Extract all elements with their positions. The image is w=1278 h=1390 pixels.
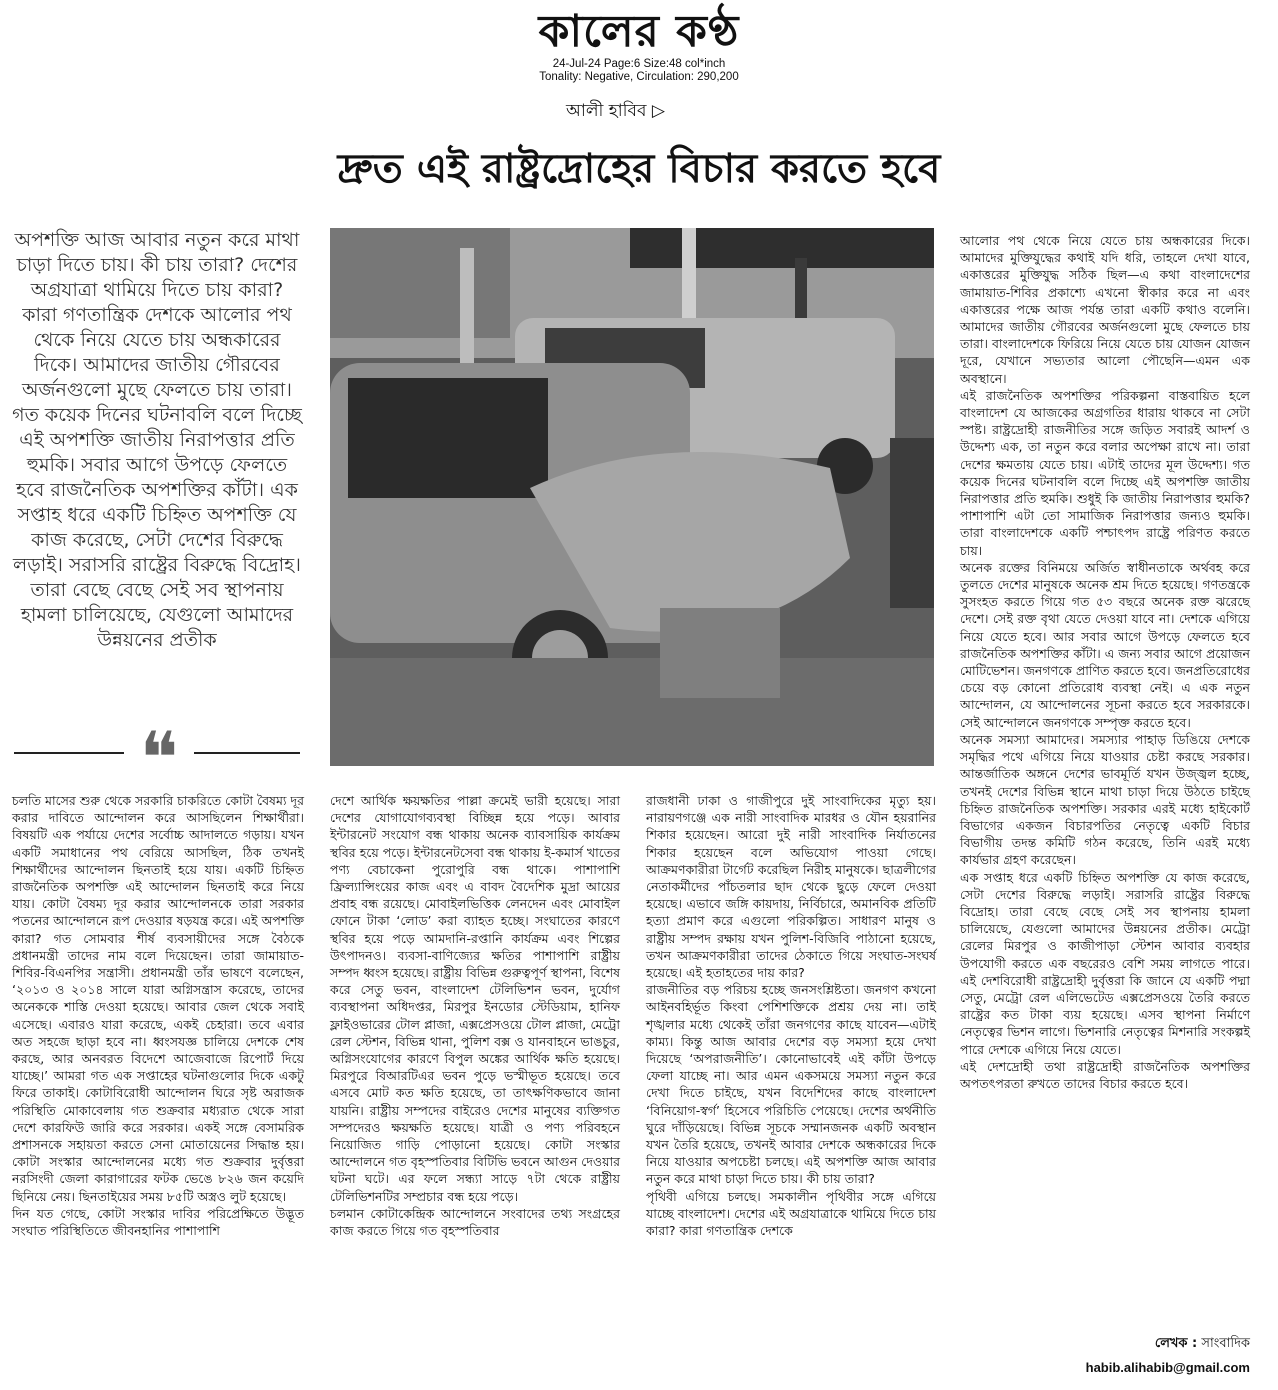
- burned-car-photo: [330, 228, 934, 766]
- paragraph: রাজধানী ঢাকা ও গাজীপুরে দুই সাংবাদিকের মৃত্যু হয়। নারায়ণগঞ্জে এক নারী সাংবাদিক মারধর ও যৌন হয়রানির শিকার হয়েছেন। আরো দুই নারী সাংবাদিক নির্যাতনের শিকার হয়েছেন বলে অভিযোগ পাওয়া গেছে। আক্রমণকারীরা টার্গেট করেছিল নিরীহ মানুষকে। ছাত্রলীগের নেতাকর্মীদের পাঁচতলার ছাদ থেকে ছুড়ে ফেলে দেওয়া হয়েছে। এভাবে জঙ্গি কায়দায়, নির্বিচারে, অমানবিক প্রতিটি হত্যা প্রমাণ করে এগুলো পরিকল্পিত। সাধারণ মানুষ ও রাষ্ট্রীয় সম্পদ রক্ষায় যখন পুলিশ-বিজিবি পাঠানো হয়েছে, তখন আক্রমণকারীরা তাদের ঠেকাতে গিয়ে সংঘাত-সংঘর্ষ হয়েছে। এই হতাহতের দায় কার?: [646, 793, 936, 981]
- article-column-2: [330, 792, 620, 1239]
- paragraph: দিন যত গেছে, কোটা সংস্কার দাবির পরিপ্রেক্ষিতে উদ্ভূত সংঘাত পরিস্থিতিতে জীবনহানির পাশাপাশি: [12, 1205, 304, 1239]
- paragraph: এই রাজনৈতিক অপশক্তির পরিকল্পনা বাস্তবায়িত হলে বাংলাদেশ যে আজকের অগ্রগতির ধারায় থাকবে না সেটা স্পষ্ট। রাষ্ট্রদ্রোহী রাজনীতির সঙ্গে জড়িত সবারই আদর্শ ও উদ্দেশ্য এক, তা নতুন করে বলার অপেক্ষা রাখে না। তারা দেশের ক্ষমতায় যেতে চায়। এটাই তাদের মূল উদ্দেশ্য। গত কয়েক দিনের ঘটনাবলি বলে দিচ্ছে এই অপশক্তি জাতীয় নিরাপত্তার প্রতি হুমকি। শুধুই কি জাতীয় নিরাপত্তার হুমকি? পাশাপাশি এটা তো সামাজিক নিরাপত্তার জন্যও হুমকি। তারা বাংলাদেশকে একটি পশ্চাৎপদ রাষ্ট্রে পরিণত করতে চায়।: [960, 387, 1250, 558]
- paragraph: অনেক সমস্যা আমাদের। সমস্যার পাহাড় ডিঙিয়ে দেশকে সমৃদ্ধির পথে এগিয়ে নিয়ে যাওয়ার চেষ্টা করছে সরকার। আন্তর্জাতিক অঙ্গনে দেশের ভাবমূর্তি যখন উজ্জ্বল হচ্ছে, তখনই দেশের বিভিন্ন স্থানে মাথা চাড়া দিয়ে উঠতে চাইছে চিহ্নিত রাজনৈতিক অপশক্তি। সরকার এরই মধ্যে হাইকোর্ট বিভাগের একজন বিচারপতির নেতৃত্বে একটি বিচার বিভাগীয় তদন্ত কমিটি গঠন করেছে, তিনি এরই মধ্যে কার্যভার গ্রহণ করেছেন।: [960, 731, 1250, 868]
- signature-role: সাংবাদিক: [1201, 1336, 1250, 1351]
- clipping-meta-line2: Tonality: Negative, Circulation: 290,200: [539, 71, 739, 83]
- clipping-meta-line1: 24-Jul-24 Page:6 Size:48 col*inch: [552, 58, 726, 70]
- newspaper-logo: কালের কণ্ঠ: [538, 6, 740, 57]
- paragraph: রাজনীতির বড় পরিচয় হচ্ছে জনসংশ্লিষ্টতা। জনগণ কখনো আইনবহির্ভূত কিংবা পেশিশক্তিকে প্রশ্রয় দেয় না। তাই শৃঙ্খলার মধ্যে থেকেই তাঁরা জনগণের কাছে যাবেন—এটাই কাম্য। কিন্তু আজ আবার দেশের বড় সমস্যা হয়ে দেখা দিয়েছে ‘অপরাজনীতি’। কোনোভাবেই এই কাঁটা উপড়ে ফেলা যাচ্ছে না। আর এমন একসময়ে সমস্যা নতুন করে দেখা দিতে চাইছে, যখন বিদেশিদের কাছে বাংলাদেশ ‘বিনিয়োগ-স্বর্গ’ হিসেবে পরিচিতি পেয়েছে। দেশের অর্থনীতি ঘুরে দাঁড়িয়েছে। বিভিন্ন সূচকে সম্মানজনক একটি অবস্থান যখন তৈরি হয়েছে, তখনই আবার দেশকে অন্ধকারের দিকে নিয়ে যাওয়ার অপচেষ্টা চলছে। এই অপশক্তি আজ আবার নতুন করে মাথা চাড়া দিতে চায়। কী চায় তারা?: [646, 982, 936, 1187]
- paragraph: অনেক রক্তের বিনিময়ে অর্জিত স্বাধীনতাকে অর্থবহ করে তুলতে দেশের মানুষকে অনেক শ্রম দিতে হয়েছে। গণতন্ত্রকে সুসংহত করতে গিয়ে গত ৫৩ বছরে অনেক রক্ত ঝরেছে দেশে। সেই রক্ত বৃথা যেতে দেওয়া যাবে না। দেশকে এগিয়ে নিয়ে যেতে হবে। আর সবার আগে উপড়ে ফেলতে হবে রাজনৈতিক অপশক্তির কাঁটা। এ জন্য সবার আগে প্রয়োজন মোটিভেশন। জনগণকে প্রাণিত করতে হবে। জনপ্রতিরোধের চেয়ে বড় কোনো প্রতিরোধ ব্যবস্থা নেই। এ এক নতুন আন্দোলন, যে আন্দোলনের সূচনা করতে হবে সরকারকে। সেই আন্দোলনে জনগণকে সম্পৃক্ত করতে হবে।: [960, 559, 1250, 730]
- burned-car-photo-illustration: [330, 228, 934, 766]
- paragraph: চলমান কোটাকেন্দ্রিক আন্দোলনে সংবাদের তথ্য সংগ্রহের কাজ করতে গিয়ে গত বৃহস্পতিবার: [330, 1205, 620, 1239]
- headline: দ্রুত এই রাষ্ট্রদ্রোহের বিচার করতে হবে: [337, 145, 941, 192]
- byline: আলী হাবিব ▷: [566, 101, 665, 121]
- pull-quote: অপশক্তি আজ আবার নতুন করে মাথা চাড়া দিতে চায়। কী চায় তারা? দেশের অগ্রযাত্রা থামিয়ে দিতে চায় কারা? কারা গণতান্ত্রিক দেশকে আলোর পথ থেকে নিয়ে যেতে চায় অন্ধকারের দিকে। আমাদের জাতীয় গৌরবের অর্জনগুলো মুছে ফেলতে চায় তারা। গত কয়েক দিনের ঘটনাবলি বলে দিচ্ছে এই অপশক্তি জাতীয় নিরাপত্তার প্রতি হুমকি। সবার আগে উপড়ে ফেলতে হবে রাজনৈতিক অপশক্তির কাঁটা। এক সপ্তাহ ধরে একটি চিহ্নিত অপশক্তি যে কাজ করেছে, সেটা দেশের বিরুদ্ধে লড়াই। সরাসরি রাষ্ট্রের বিরুদ্ধে বিদ্রোহ। তারা বেছে বেছে সেই সব স্থাপনায় হামলা চালিয়েছে, যেগুলো আমাদের উন্নয়নের প্রতীক: [12, 229, 302, 651]
- paragraph: এই দেশদ্রোহী তথা রাষ্ট্রদ্রোহী রাজনৈতিক অপশক্তির অপতৎপরতা রুখতে তাদের বিচার করতে হবে।: [960, 1058, 1250, 1091]
- paragraph: আলোর পথ থেকে নিয়ে যেতে চায় অন্ধকারের দিকে। আমাদের মুক্তিযুদ্ধের কথাই যদি ধরি, তাহলে দেখা যাবে, একাত্তরের মুক্তিযুদ্ধ সঠিক ছিল—এ কথা বাংলাদেশের জামায়াত-শিবির প্রকাশ্যে এখনো স্বীকার করে না এবং একাত্তরের পক্ষে আজ পর্যন্ত তারা একটি কথাও বলেনি। আমাদের জাতীয় গৌরবের অর্জনগুলো মুছে ফেলতে চায় তারা। বাংলাদেশকে ফিরিয়ে নিয়ে যেতে চায় যোজন যোজন দূরে, যেখানে সভ্যতার আলো পৌছেনি—এমন এক অবস্থানে।: [960, 233, 1250, 386]
- article-column-1: [12, 792, 304, 1239]
- paragraph: চলতি মাসের শুরু থেকে সরকারি চাকরিতে কোটা বৈষম্য দূর করার দাবিতে আন্দোলন করে আসছিলেন শিক্ষার্থীরা। বিষয়টি এক পর্যায়ে দেশের সর্বোচ্চ আদালতে গড়ায়। যখন একটি সমাধানের পথ বেরিয়ে আসছিল, ঠিক তখনই শিক্ষার্থীদের আন্দোলন ছিনতাই হয়ে যায়। একটি চিহ্নিত রাজনৈতিক অপশক্তি এই আন্দোলন ছিনতাই করে নিয়ে যায়। কোটা বৈষম্য দূর করার আন্দোলনকে তারা সরকার পতনের আন্দোলনে রূপ দেওয়ার ষড়যন্ত্র করে। এই অপশক্তি কারা? গত সোমবার শীর্ষ ব্যবসায়ীদের সঙ্গে বৈঠকে প্রধানমন্ত্রী তাদের নাম বলে দিয়েছেন। তারা জামায়াত-শিবির-বিএনপির সন্ত্রাসী। প্রধানমন্ত্রী তাঁর ভাষণে বলেছেন, ‘২০১৩ ও ২০১৪ সালে যারা অগ্নিসন্ত্রাস করেছে, তাদের অনেককে শাস্তি দেওয়া হয়েছে। আবার জেল থেকে সবাই এসেছে। এবারও যারা করেছে, একই চেহারা। তবে এবার অত সহজে ছাড়া হবে না। ধ্বংসযজ্ঞ চালিয়ে দেশকে শেষ করছে, আর অনবরত বিদেশে আজেবাজে রিপোর্ট দিয়ে যাচ্ছে।’ আমরা গত এক সপ্তাহের ঘটনাগুলোর দিকে একটু ফিরে তাকাই। কোটাবিরোধী আন্দোলন ঘিরে সৃষ্ট অরাজক পরিস্থিতি মোকাবেলায় গত শুক্রবার মধ্যরাত থেকে সারা দেশে কারফিউ জারি করে সরকার। একই সঙ্গে বেসামরিক প্রশাসনকে সহায়তা করতে সেনা মোতায়েনের সিদ্ধান্ত হয়। কোটা সংস্কার আন্দোলনের মধ্যে গত শুক্রবার দুর্বৃত্তরা নরসিংদী জেলা কারাগারের ফটক ভেঙে ৮২৬ জন কয়েদি ছিনিয়ে নেয়। ছিনতাইয়ের সময় ৮৫টি অস্ত্রও লুট হয়েছে।: [12, 793, 304, 1204]
- signature-label: লেখক :: [1154, 1336, 1198, 1351]
- author-signature: [960, 1332, 1250, 1380]
- article-column-4: [960, 232, 1250, 1092]
- paragraph: দেশে আর্থিক ক্ষয়ক্ষতির পাল্লা ক্রমেই ভারী হয়েছে। সারা দেশের যোগাযোগব্যবস্থা বিচ্ছিন্ন হয়ে পড়ে। আবার ইন্টারনেট সংযোগ বন্ধ থাকায় অনেক ব্যাবসায়িক কার্যক্রম স্থবির হয়ে পড়ে। ইন্টারনেটসেবা বন্ধ থাকায় ই-কমার্স খাতের পণ্য বেচাকেনা পুরোপুরি বন্ধ থাকে। পাশাপাশি ফ্রিল্যান্সিংয়ের কাজ এবং এ বাবদ বৈদেশিক মুদ্রা আয়ের প্রবাহ বন্ধ রয়েছে। মোবাইলভিত্তিক লেনদেন এবং মোবাইল ফোনে টাকা ‘লোড’ করা ব্যাহত হচ্ছে। সংঘাতের কারণে স্থবির হয়ে পড়ে আমদানি-রপ্তানি কার্যক্রম এবং শিল্পের উৎপাদনও। ব্যবসা-বাণিজ্যের ক্ষতির পাশাপাশি রাষ্ট্রীয় সম্পদ ধ্বংস হয়েছে। রাষ্ট্রীয় বিভিন্ন গুরুত্বপূর্ণ স্থাপনা, বিশেষ করে সেতু ভবন, বাংলাদেশ টেলিভিশন ভবন, দুর্যোগ ব্যবস্থাপনা অধিদপ্তর, মিরপুর ইনডোর স্টেডিয়াম, হানিফ ফ্লাইওভারের টোল প্লাজা, এক্সপ্রেসওয়ে টোল প্লাজা, মেট্রো রেল স্টেশন, বিভিন্ন থানা, পুলিশ বক্স ও যানবাহনে ভাঙচুর, অগ্নিসংযোগের কারণে বিপুল অঙ্কের আর্থিক ক্ষতি হয়েছে। মিরপুরে বিআরটিএর ভবন পুড়ে ভস্মীভূত হয়েছে। তবে এসবে মোট কত ক্ষতি হয়েছে, তা তাৎক্ষণিকভাবে জানা যায়নি। রাষ্ট্রীয় সম্পদের বাইরেও দেশের মানুষের ব্যক্তিগত সম্পদেরও ক্ষয়ক্ষতি হয়েছে। যাত্রী ও পণ্য পরিবহনে নিয়োজিত গাড়ি পোড়ানো হয়েছে। কোটা সংস্কার আন্দোলনে গত বৃহস্পতিবার বিটিভি ভবনে আগুন দেওয়ার ঘটনা ঘটে। এর ফলে সন্ধ্যা সাড়ে ৭টা থেকে রাষ্ট্রীয় টেলিভিশনটির সম্প্রচার বন্ধ হয়ে পড়ে।: [330, 793, 620, 1204]
- quote-mark-icon: ❝: [124, 718, 194, 774]
- paragraph: পৃথিবী এগিয়ে চলছে। সমকালীন পৃথিবীর সঙ্গে এগিয়ে যাচ্ছে বাংলাদেশ। দেশের এই অগ্রযাত্রাকে থামিয়ে দিতে চায় কারা? কারা গণতান্ত্রিক দেশকে: [646, 1188, 936, 1239]
- article-column-3: [646, 792, 936, 1239]
- paragraph: এক সপ্তাহ ধরে একটি চিহ্নিত অপশক্তি যে কাজ করেছে, সেটা দেশের বিরুদ্ধে লড়াই। সরাসরি রাষ্ট্রের বিরুদ্ধে বিদ্রোহ। তারা বেছে বেছে সেই সব স্থাপনায় হামলা চালিয়েছে, যেগুলো আমাদের উন্নয়নের প্রতীক। মেট্রো রেলের মিরপুর ও কাজীপাড়া স্টেশন আবার ব্যবহার উপযোগী করতে এক বছরেরও বেশি সময় লাগতে পারে। এই দেশবিরোধী রাষ্ট্রদ্রোহী দুর্বৃত্তরা কি জানে যে একটি পদ্মা সেতু, মেট্রো রেল এলিভেটেড এক্সপ্রেসওয়ে তৈরি করতে রাষ্ট্রের কত টাকা ব্যয় হয়েছে। এসব স্থাপনা নির্মাণে নেতৃত্বের ভিশন লাগে। ভিশনারি নেতৃত্বের মিশনারি সংকল্পই পারে দেশকে এগিয়ে নিয়ে যেতে।: [960, 869, 1250, 1057]
- author-email: habib.alihabib@gmail.com: [1085, 1360, 1250, 1375]
- masthead: [0, 6, 1278, 84]
